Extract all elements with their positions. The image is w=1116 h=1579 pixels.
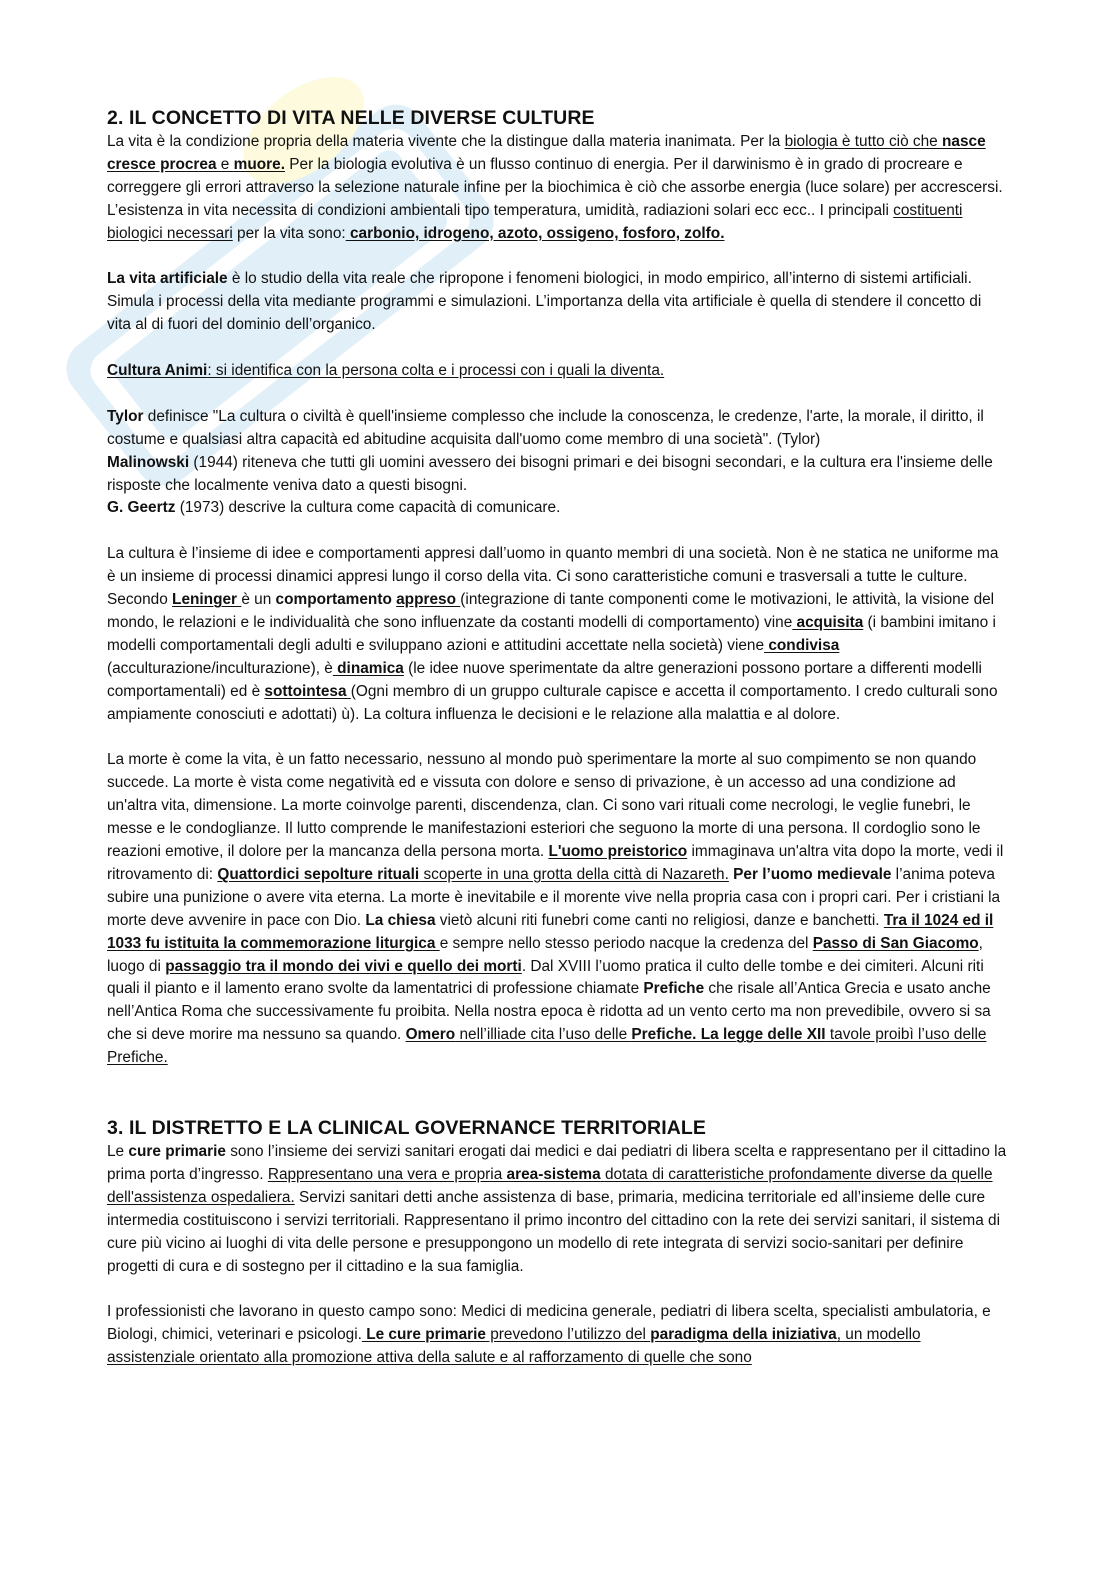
text-run: I professionisti che lavorano in questo campo sono: Medici di medicina generale, pediatri di libera scelta, specialisti ambulatoria, e Biologi, chimici, veterinari e psicologi. [107,1303,991,1344]
text-run: L'uomo preistorico [548,843,688,861]
text-run: G. Geertz [107,499,176,517]
text-run: Servizi sanitari detti anche assistenza di base, primaria, medicina territoriale ed all’insieme delle cure intermedia costituiscono i servizi territoriali. Rappresentano il primo incontro del cittadino con la rete dei servizi sanitari, il sistema di cure più vicino ai luoghi di vita delle persone e presuppongono un modello di rete integrata di servizi socio-sanitari per definire progetti di cura e di sostegno per il cittadino e la sua famiglia. [107,1188,1001,1275]
text-run: La vita artificiale [107,270,228,288]
text-run: nell’illiade cita l’uso delle [455,1026,632,1044]
text-run: appreso [396,591,461,609]
text-run: : si identifica con la persona colta e i processi con i quali la diventa. [207,362,665,380]
text-run: Tylor [107,407,144,425]
text-run: (integrazione di tante componenti come le motivazioni, le attività, la visione del mondo, le relazioni e le individualità che sono influenzate da costanti modelli di comportamento) vine [107,591,995,631]
text-run: La chiesa [365,911,436,929]
paragraph [107,1141,1007,1278]
text-run: , luogo di [107,934,983,975]
text-run: Leninger [172,591,242,609]
text-run: acquisita [792,613,864,631]
text-run: paradigma della iniziativa [650,1326,837,1344]
text-run: (Ogni membro di un gruppo culturale capisce e accetta il comportamento. I credo culturali sono ampiamente conosciuti e adottati) ù). La coltura influenza le decisioni e le relazione alla malattia e al dolore. [107,682,998,723]
paragraph [107,1301,1007,1370]
text-run: muore. [233,155,285,173]
text-run: e [216,155,234,173]
text-run: è un [241,591,276,609]
text-run: vietò alcuni riti funebri come canti no religiosi, danze e banchetti. [435,911,884,929]
text-run: area-sistema [506,1165,601,1183]
paragraph [107,131,1007,246]
text-run: prevedono l’utilizzo del [485,1326,651,1344]
text-run: passaggio tra il mondo dei vivi e quello dei morti [165,957,522,975]
paragraph [107,406,1007,521]
text-run: Le [107,1143,129,1161]
text-run: (le idee nuove sperimentate da altre generazioni possono portare a differenti modelli comportamentali) ed è [107,659,982,700]
document-page [107,105,1007,1370]
text-run: Passo di San Giacomo [812,934,979,952]
text-run: sottointesa [264,682,351,700]
text-run: tavole proibì l’uso delle Prefiche. [107,1026,987,1067]
text-run: per la vita sono: [232,224,346,242]
paragraph [107,360,1007,383]
text-run: La vita è la condizione propria della materia vivente che la distingue dalla materia inanimata. Per la [107,133,785,150]
section-heading: 3. IL DISTRETTO E LA CLINICAL GOVERNANCE TERRITORIALE [107,1117,707,1140]
text-run: La morte è come la vita, è un fatto necessario, nessuno al mondo può sperimentare la morte al suo compimento se non quando succede. La morte è vista come negatività ed e vissuta con dolore e senso di privazione, è un accesso ad una condizione ad un'altra vita, dimensione. La morte coinvolge parenti, discendenza, clan. Ci sono vari rituali come necrologi, le veglie funebri, le messe e le condoglianze. Il lutto comprende le manifestazioni esteriori che seguono la morte di una persona. Il cordoglio sono le reazioni emotive, il dolore per la mancanza della persona morta. [107,751,981,861]
text-run: l’anima poteva subire una punizione o avere vita eterna. La morte è inevitabile e il morente vive nella propria casa con i propri cari. Per i cristiani la morte deve avvenire in pace con Dio. [107,865,1001,929]
text-run: Cultura Animi [107,362,208,380]
paragraph [107,268,1007,337]
text-run: Per la biologia evolutiva è un flusso continuo di energia. Per il darwinismo è in grado di procreare e correggere gli errori attraverso la selezione naturale infine per la biochimica è ciò che assorbe energia (luce solare) per accrescersi. L’esistenza in vita necessita di condizioni ambientali tipo temperatura, umidità, radiazioni solari ecc ecc.. I principali [107,155,1003,219]
text-run: e sempre nello stesso periodo nacque la credenza del [439,934,813,952]
text-run: Malinowski [107,453,190,471]
text-run: dinamica [332,659,404,677]
text-run: Per l’uomo medievale [733,865,892,883]
text-run: Rappresentano una vera e propria [267,1165,507,1183]
text-run: Quattordici sepolture rituali [217,865,420,883]
text-run: sono l’insieme dei servizi sanitari erogati dai medici e dai pediatri di libera scelta e rappresentano per il cittadino la prima porta d’ingresso. [107,1143,1007,1183]
text-run: definisce "La cultura o civiltà è quell'insieme complesso che include la conoscenza, le credenze, l'arte, la morale, il diritto, il costume e qualsiasi altra capacità ed abitudine acquisita dall'uomo come membro di una società". (Tylor) [107,407,984,448]
text-run: . Dal XVIII l’uomo pratica il culto delle tombe e dei cimiteri. Alcuni riti quali il pianto e il lamento erano svolte da lamentatrici di professione chiamate [107,957,984,998]
text-run: Le cure primarie [361,1326,486,1344]
text-run: dotata di caratteristiche profondamente diverse da quelle dell'assistenza ospedaliera. [107,1165,993,1206]
text-run: Tra il 1024 ed il 1033 fu istituita la commemorazione liturgica [107,911,994,952]
text-run: carbonio, idrogeno, azoto, ossigeno, fosforo, zolfo. [345,224,725,242]
text-run: cure primarie [128,1143,226,1161]
text-run: Prefiche [643,980,705,998]
text-run: è lo studio della vita reale che ripropone i fenomeni biologici, in modo empirico, all’interno di sistemi artificiali. Simula i processi della vita mediante programmi e simulazioni. L’importanza della vita artificiale è quella di stendere il concetto di vita al di fuori del dominio dell’organico. [107,270,982,334]
text-run: (acculturazione/inculturazione), è [107,659,333,677]
text-run: immaginava un'altra vita dopo la morte, vedi il ritrovamento di: [107,843,1004,883]
paragraph [107,543,1007,726]
text-run: Prefiche. La legge delle XII [631,1026,826,1044]
text-run: La cultura è l’insieme di idee e comportamenti appresi dall’uomo in quanto membri di una società. Non è ne statica ne uniforme ma è un insieme di processi dinamici appresi lungo il corso della vita. Ci sono caratteristiche comuni e trasversali a tutte le culture. Secondo [107,545,999,609]
text-run: Omero [405,1026,456,1044]
text-run: biologia è tutto ciò che [784,133,943,150]
section-heading: 2. IL CONCETTO DI VITA NELLE DIVERSE CULTURE [107,107,595,129]
text-run: comportamento [275,591,392,609]
text-run: (1944) riteneva che tutti gli uomini avessero dei bisogni primari e dei bisogni secondari, e la cultura era l'insieme delle risposte che localmente veniva dato a questi bisogni. [107,453,993,494]
text-run: (1973) descrive la cultura come capacità di comunicare. [175,499,561,517]
text-run: nasce cresce procrea [107,133,986,173]
text-run: scoperte in una grotta della città di Nazareth. [419,865,729,883]
text-run: costituenti biologici necessari [107,201,963,242]
text-run: che risale all’Antica Grecia e usato anche nell’Antica Roma che successivamente fu proibita. Nella nostra epoca è ridotta ad un vento certo ma non prevedibile, ovvero si sa che si deve morire ma nessuno sa quando. [107,980,991,1044]
paragraph [107,749,1007,1070]
text-run: condivisa [764,636,840,654]
text-run: (i bambini imitano i modelli comportamentali degli adulti e sviluppano azioni e attitudini accettate nella società) viene [107,613,996,654]
text-run: , un modello assistenziale orientato alla promozione attiva della salute e al rafforzamento di quelle che sono [107,1326,921,1367]
